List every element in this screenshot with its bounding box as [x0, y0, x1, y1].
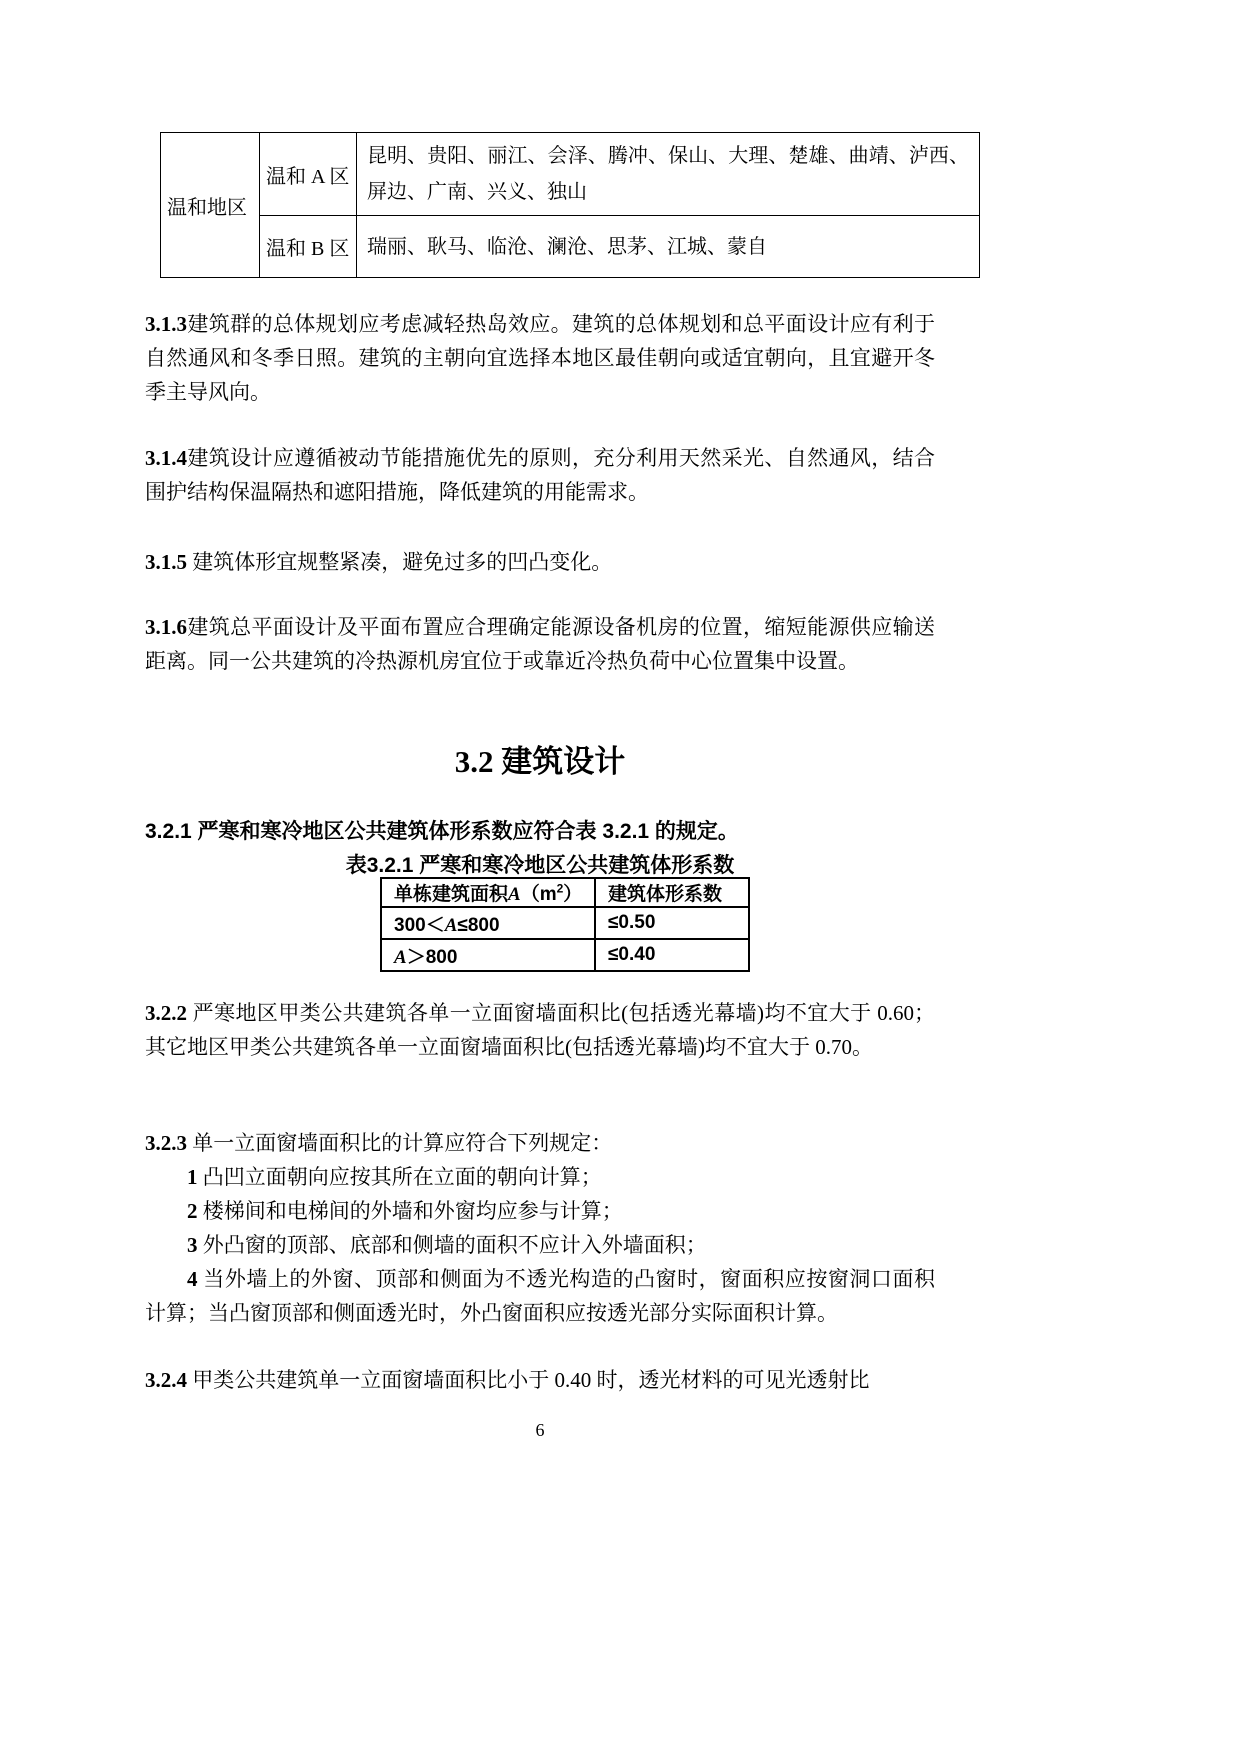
page-number: 6	[535, 1420, 545, 1440]
climate-cities-b-cell: 瑞丽、耿马、临沧、澜沧、思茅、江城、蒙自	[357, 216, 980, 278]
area-range-cell	[381, 939, 595, 971]
clause-3-2-1	[145, 817, 935, 847]
clause-3-1-5	[145, 545, 935, 579]
section-heading: 3.2 建筑设计	[454, 744, 626, 779]
climate-zone-cell: 温和地区	[161, 133, 260, 278]
item-text: 楼梯间和电梯间的外墙和外窗均应参与计算；	[197, 1199, 623, 1223]
item-number: 2	[187, 1199, 198, 1223]
header-area-unit-close: ）	[563, 884, 583, 905]
clause-number: 3.1.6	[145, 615, 187, 639]
range-variable: A	[444, 914, 458, 936]
range-suffix: ≤800	[457, 914, 500, 936]
clause-text: 建筑总平面设计及平面布置应合理确定能源设备机房的位置，缩短能源供应输送距离。同一公共建筑的冷热源机房宜位于或靠近冷热负荷中心位置集中设置。	[145, 615, 935, 673]
clause-text: 单一立面窗墙面积比的计算应符合下列规定：	[187, 1131, 613, 1155]
clause-3-1-3	[145, 307, 935, 409]
header-area-variable: A	[508, 884, 521, 905]
item-text: 外凸窗的顶部、底部和侧墙的面积不应计入外墙面积；	[197, 1233, 707, 1257]
clause-3-1-6	[145, 610, 935, 678]
climate-cities-a-cell: 昆明、贵阳、丽江、会泽、腾冲、保山、大理、楚雄、曲靖、泸西、屏边、广南、兴义、独山	[357, 133, 980, 216]
table-row	[381, 907, 749, 939]
clause-text: 严寒和寒冷地区公共建筑体形系数应符合表 3.2.1 的规定。	[191, 820, 739, 843]
list-item	[145, 1160, 935, 1194]
clause-text: 建筑群的总体规划应考虑减轻热岛效应。建筑的总体规划和总平面设计应有利于自然通风和冬季日照。建筑的主朝向宜选择本地区最佳朝向或适宜朝向，且宜避开冬季主导风向。	[145, 312, 935, 404]
header-area-label: 单栋建筑面积	[394, 884, 509, 905]
range-suffix: ＞800	[406, 946, 458, 968]
area-range-cell	[381, 907, 595, 939]
climate-zone-table	[160, 132, 980, 278]
table-row	[381, 939, 749, 971]
clause-text: 建筑体形宜规整紧凑，避免过多的凹凸变化。	[187, 550, 613, 574]
list-item	[145, 1262, 935, 1330]
item-text: 当外墙上的外窗、顶部和侧面为不透光构造的凸窗时，窗面积应按窗洞口面积计算；当凸窗顶部和侧面透光时，外凸窗面积应按透光部分实际面积计算。	[145, 1267, 935, 1325]
table-header-coefficient: 建筑体形系数	[595, 878, 749, 907]
clause-number: 3.1.3	[145, 312, 187, 336]
list-item	[145, 1228, 935, 1262]
clause-3-1-4	[145, 441, 935, 509]
item-number: 1	[187, 1165, 198, 1189]
clause-text: 严寒地区甲类公共建筑各单一立面窗墙面积比(包括透光幕墙)均不宜大于 0.60；其它地区甲类公共建筑各单一立面窗墙面积比(包括透光幕墙)均不宜大于 0.70。	[145, 1001, 935, 1059]
clause-text: 甲类公共建筑单一立面窗墙面积比小于 0.40 时，透光材料的可见光透射比	[187, 1368, 870, 1392]
clause-3-2-2	[145, 996, 935, 1064]
clause-number: 3.2.3	[145, 1131, 187, 1155]
item-number: 4	[187, 1267, 198, 1291]
item-number: 3	[187, 1233, 198, 1257]
clause-number: 3.2.1	[145, 820, 192, 843]
coefficient-cell: ≤0.40	[595, 939, 749, 971]
shape-coefficient-table	[380, 877, 750, 972]
clause-number: 3.2.2	[145, 1001, 187, 1025]
climate-subzone-a-cell: 温和 A 区	[260, 133, 357, 216]
table-3-2-1-caption: 表3.2.1 严寒和寒冷地区公共建筑体形系数	[345, 854, 735, 877]
clause-text: 建筑设计应遵循被动节能措施优先的原则，充分利用天然采光、自然通风，结合围护结构保温隔热和遮阳措施，降低建筑的用能需求。	[145, 446, 935, 504]
clause-number: 3.2.4	[145, 1368, 187, 1392]
table-header-area	[381, 878, 595, 907]
clause-number: 3.1.5	[145, 550, 187, 574]
header-area-unit: （m	[520, 884, 557, 905]
clause-3-2-3	[145, 1126, 935, 1160]
list-item	[145, 1194, 935, 1228]
item-text: 凸凹立面朝向应按其所在立面的朝向计算；	[197, 1165, 602, 1189]
clause-3-2-3-block	[145, 1126, 935, 1330]
range-prefix: 300＜	[394, 914, 445, 936]
climate-subzone-b-cell: 温和 B 区	[260, 216, 357, 278]
clause-number: 3.1.4	[145, 446, 187, 470]
range-variable: A	[394, 946, 407, 968]
clause-3-2-4	[145, 1363, 935, 1397]
coefficient-cell: ≤0.50	[595, 907, 749, 939]
header-area-exponent: 2	[556, 881, 564, 896]
